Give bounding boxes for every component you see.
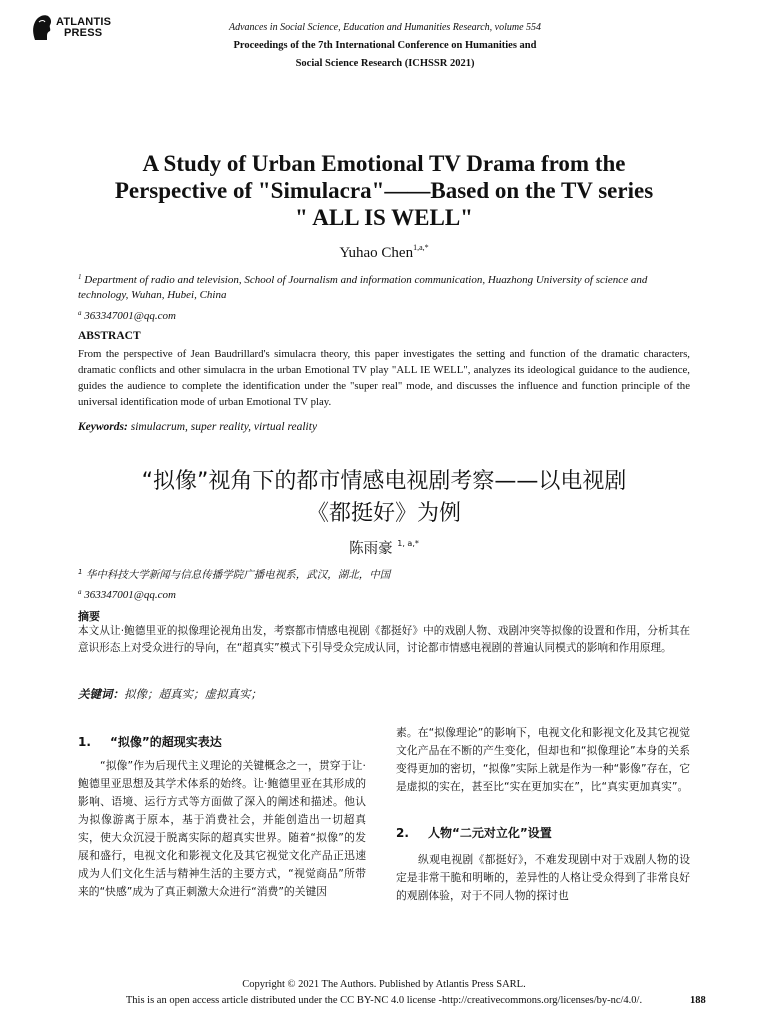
chinese-keywords-text: 拟像；超真实；虚拟真实；: [124, 687, 262, 701]
author-name-cn: 陈雨豪: [349, 541, 393, 557]
chinese-title-line: “拟像”视角下的都市情感电视剧考察——以电视剧: [141, 469, 627, 494]
abstract-heading: ABSTRACT: [78, 330, 141, 342]
email-text: 363347001@qq.com: [84, 310, 176, 322]
chinese-keywords-label: 关键词：: [78, 687, 124, 701]
keywords-text: simulacrum, super reality, virtual reality: [130, 421, 318, 433]
chinese-abstract-heading: 摘要: [78, 610, 100, 623]
atlantis-head-icon: [30, 12, 54, 42]
affiliation-text: Department of radio and television, School of Journalism and information communication, Huazhong University of science and technology, Wuhan, Hubei, China: [78, 274, 648, 301]
section1-text: “拟像”作为后现代主义理论的关键概念之一，贯穿于让·鲍德里亚思想及其学术体系的始终。让·鲍德里亚在其形成的影响、语境、运行方式等方面做了深入的阐述和描述。他认为拟像游离于原本，基于消费社会，并能创造出一切超真实，使大众沉浸于脱离实际的超真实世界。随着“拟像”的发展和盛行，电视文化和影视文化及其它视觉文化产品正迅速成为人们文化生活与精神生活的主要方式，“视觉商品”所带来的“快感”成为了真正刺激大众进行“消费”的关键因: [78, 759, 366, 898]
author-name: Yuhao Chen: [339, 245, 414, 261]
chinese-affiliation: [78, 565, 698, 583]
footer-license: This is an open access article distributed under the CC BY-NC 4.0 license -http://creativecommons.org/licenses/by-nc/4.0/.: [125, 995, 643, 1006]
keywords-label: Keywords:: [78, 421, 128, 433]
section2-number: 2.: [396, 826, 409, 840]
proceedings-line2: Social Science Research (ICHSSR 2021): [295, 58, 475, 69]
english-title-line: Perspective of "Simulacra"——Based on the TV series: [114, 178, 654, 203]
journal-name: Advances in Social Science, Education and Humanities Research, volume 554: [228, 22, 542, 33]
chinese-title-line: 《都挺好》为例: [306, 501, 461, 526]
footer-copyright: Copyright © 2021 The Authors. Published by Atlantis Press SARL.: [242, 979, 526, 990]
section1-number: 1.: [78, 735, 91, 749]
english-email: [78, 306, 698, 324]
chinese-email: [78, 585, 698, 603]
section2-text: 纵观电视剧《都挺好》，不难发现剧中对于戏剧人物的设定是非常干脆和明晰的，差异性的人格让受众得到了非常良好的观剧体验，对于不同人物的探讨也: [396, 853, 690, 902]
logo-line1: ATLANTIS: [56, 16, 112, 28]
abstract-text: From the perspective of Jean Baudrillard's simulacra theory, this paper investigates the setting and function of the dramatic characters, dramatic conflicts and other simulacra in the urban Emotional TV play "ALL IE WELL", analyzes its ideological guidance to the audience, guides the audience to complete the identification under the "super real" mode, and discusses the influence and function principle of the universal identification mode of urban Emotional TV play.: [78, 348, 690, 408]
publisher-logo: [30, 12, 150, 46]
email-sup-cn: a: [78, 588, 82, 596]
english-title: [60, 150, 708, 231]
email-sup: a: [78, 309, 82, 317]
section1-heading: [78, 733, 366, 750]
affiliation-text-cn: 华中科技大学新闻与信息传播学院广播电视系，武汉，湖北，中国: [85, 569, 391, 581]
affiliation-sup: 1: [78, 273, 82, 281]
english-title-line: " ALL IS WELL": [295, 205, 473, 230]
keywords: [78, 421, 317, 433]
chinese-keywords: [78, 686, 262, 702]
section2-title: 人物“二元对立化”设置: [428, 826, 552, 840]
chinese-author: [0, 537, 768, 558]
section2-heading: [396, 824, 690, 841]
author-sup: 1,a,*: [413, 243, 429, 252]
section1-title: “拟像”的超现实表达: [110, 735, 222, 749]
chinese-title: [60, 466, 708, 530]
proceedings-line1: Proceedings of the 7th International Conference on Humanities and: [233, 40, 537, 51]
logo-line2: PRESS: [64, 27, 103, 39]
english-affiliation: [78, 270, 698, 303]
right-column-continuation: 素。在“拟像理论”的影响下，电视文化和影视文化及其它视觉文化产品在不断的产生变化，但却也和“拟像理论”本身的关系变得更加的密切，“拟像”实际上就是作为一种“影像”存在，它是虚拟的实在，甚至比“实在更加实在”，比“真实更加真实”。: [396, 726, 690, 793]
chinese-abstract-text: 本文从让·鲍德里亚的拟像理论视角出发，考察都市情感电视剧《都挺好》中的戏剧人物、戏剧冲突等拟像的设置和作用，分析其在意识形态上对受众进行的导向，在“超真实”模式下引导受众完成认同，讨论都市情感电视剧的普遍认同模式的影响和作用原理。: [78, 625, 690, 654]
author-sup-cn: 1, a,*: [397, 539, 419, 548]
affiliation-sup-cn: 1: [78, 568, 83, 576]
email-text-cn: 363347001@qq.com: [84, 589, 176, 601]
english-title-line: A Study of Urban Emotional TV Drama from the: [142, 151, 626, 176]
page-number: 188: [690, 995, 706, 1006]
english-author: [0, 243, 768, 262]
